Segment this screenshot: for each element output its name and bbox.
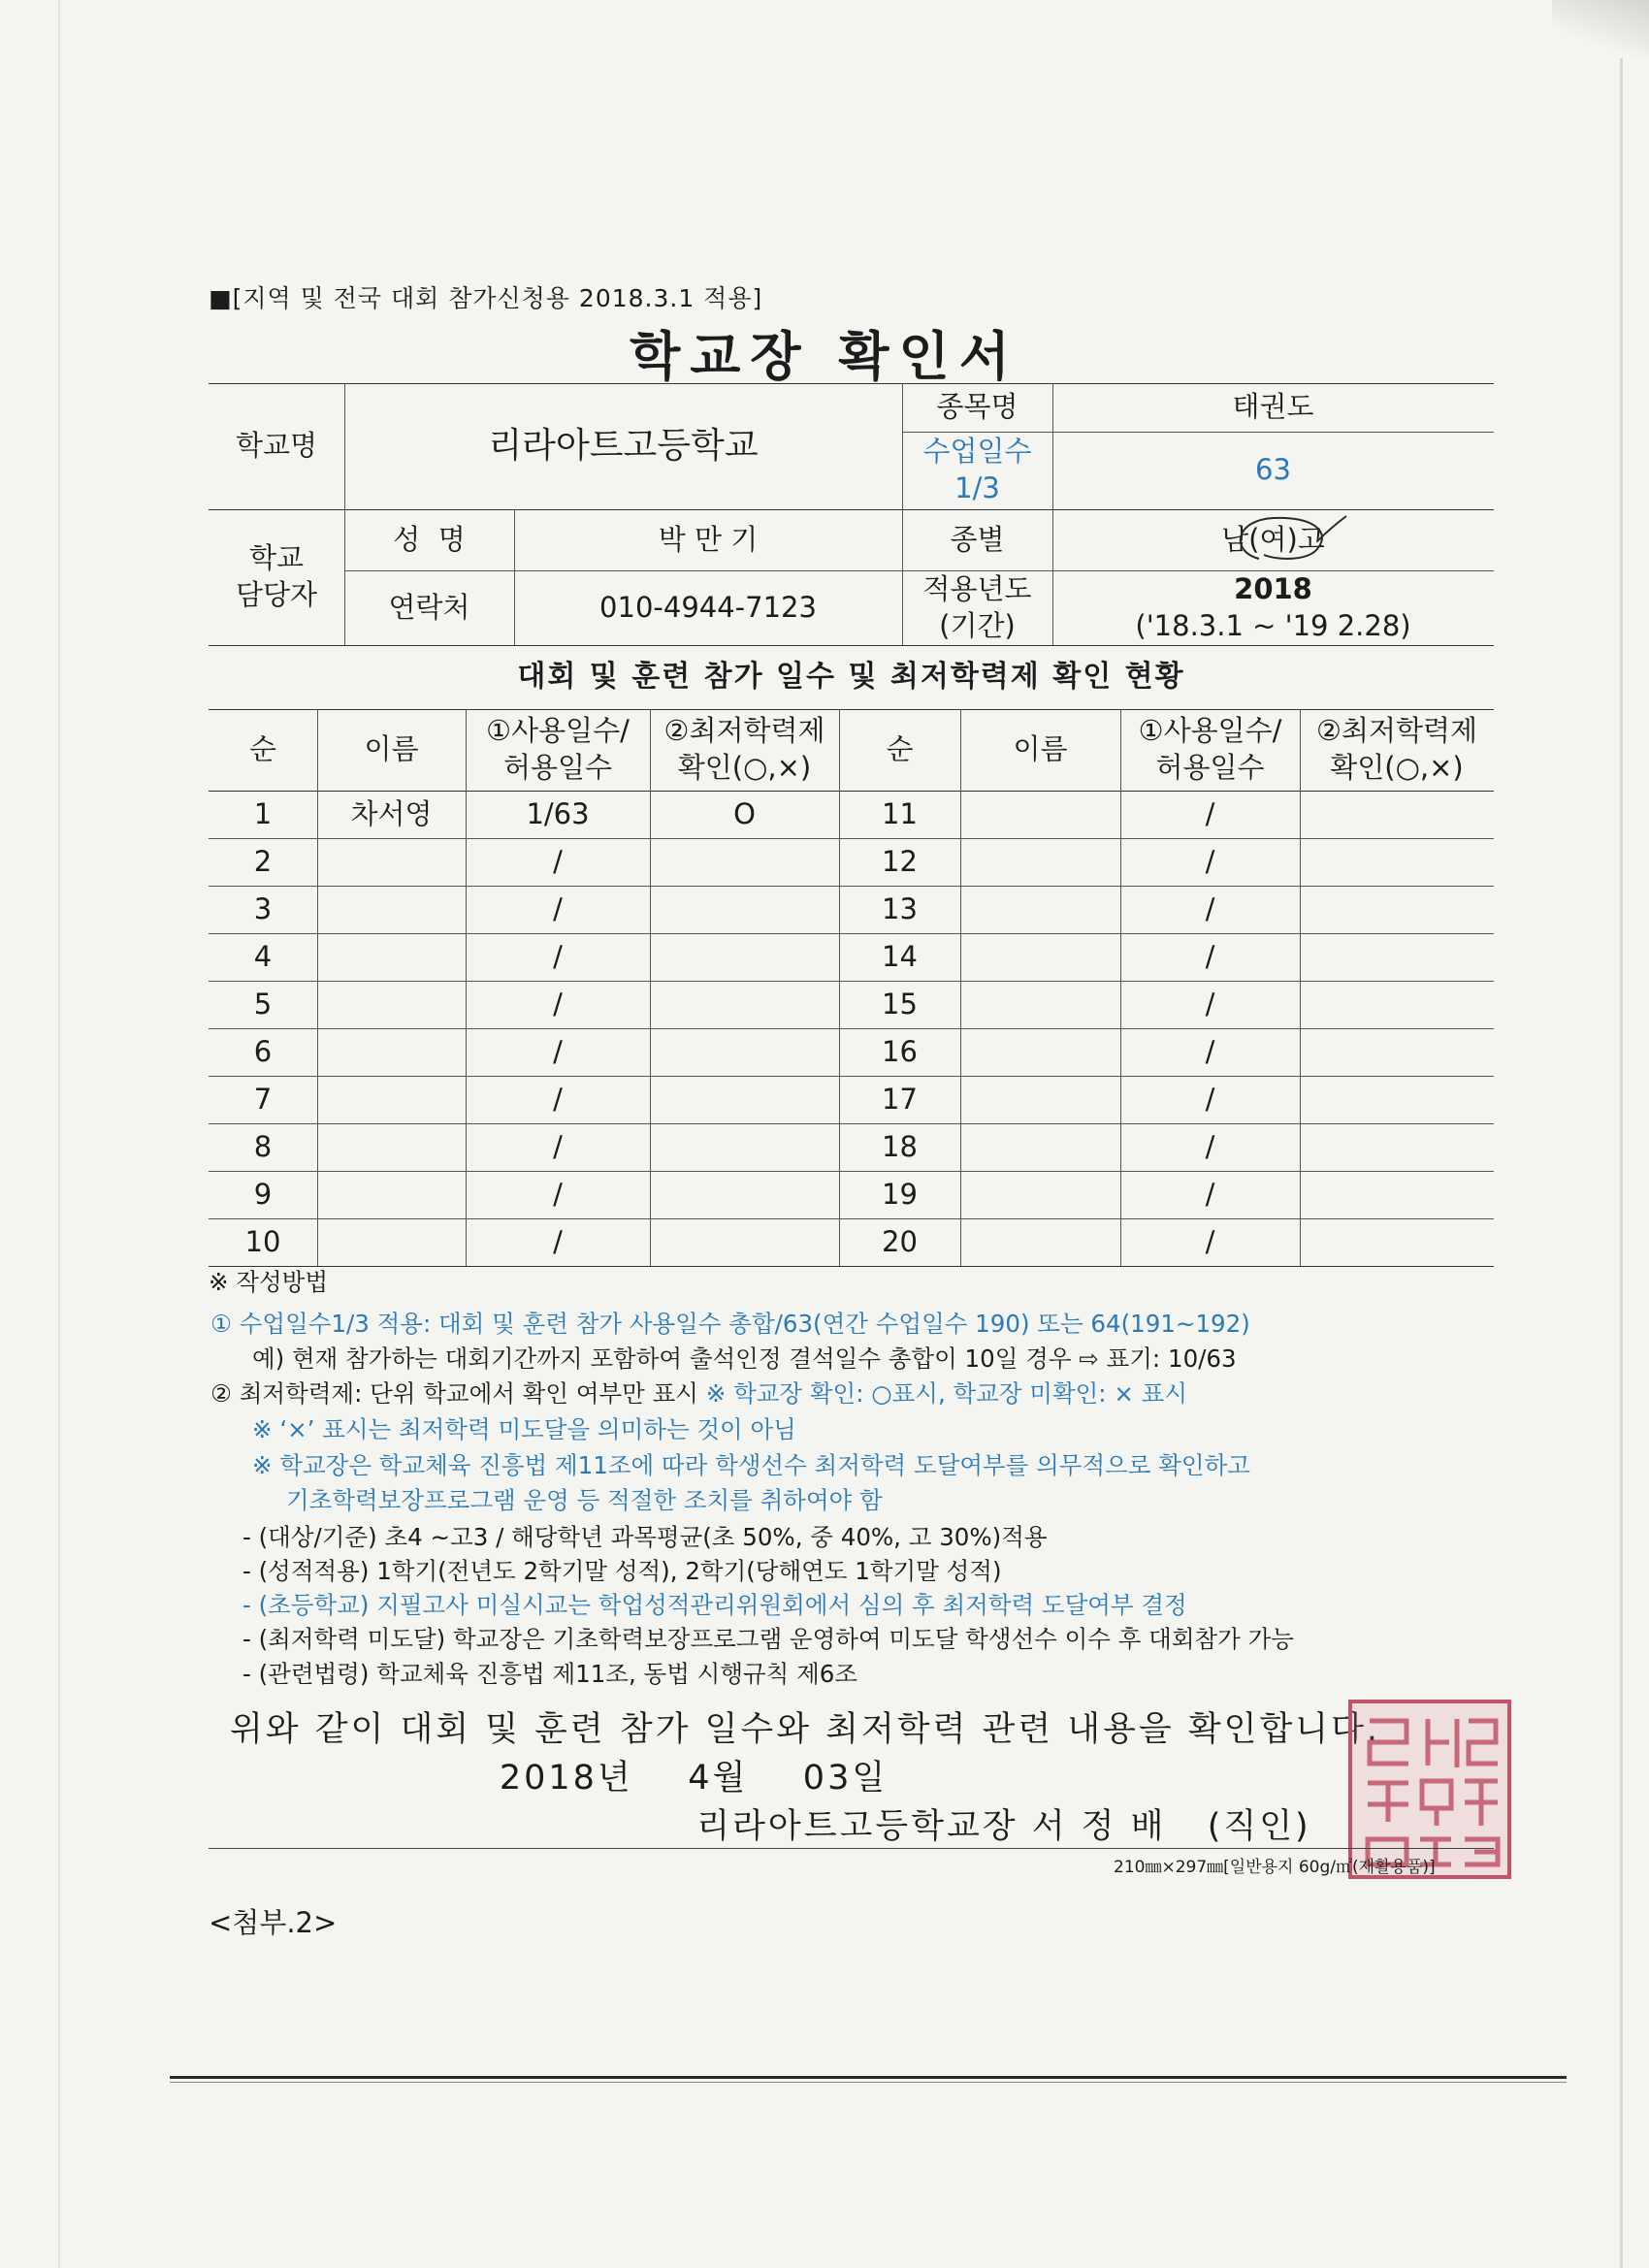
attachment-label: <첨부.2> [209, 1906, 338, 1939]
footer-rule [209, 1848, 1494, 1849]
table-cell-right-check [1300, 1076, 1494, 1123]
table-cell-right-name [960, 933, 1120, 981]
note-3: ※ ‘×’ 표시는 최저학력 미도달을 의미하는 것이 아님 [252, 1415, 796, 1443]
table-cell-left-used: 1/63 [526, 796, 590, 830]
year-label-line2: (기간) [939, 608, 1016, 642]
col-header-check-right [1300, 709, 1494, 791]
table-cell-left-name [317, 1028, 466, 1076]
col-header-used-right-line1: ①사용일수/ [1138, 714, 1282, 748]
table-cell-right-seq: 16 [882, 1034, 918, 1068]
name-value: 박 만 기 [658, 522, 759, 556]
table-cell-right-seq: 18 [882, 1129, 918, 1163]
gender-circle-mark [1220, 512, 1351, 566]
col-header-check-right-line1: ②최저학력제 [1315, 714, 1478, 748]
detail-1: - (대상/기준) 초4 ~고3 / 해당학년 과목평균(초 50%, 중 40%, 고 30%)적용 [242, 1523, 1048, 1551]
col-header-used-right [1120, 709, 1300, 791]
contact-label: 연락처 [388, 590, 470, 624]
class-days-value: 63 [1255, 453, 1291, 487]
table-cell-right-check [1300, 981, 1494, 1028]
note-1a: ① 수업일수1/3 적용: 대회 및 훈련 참가 사용일수 총합/63(연간 수업일수 190) 또는 64(191~192) [210, 1310, 1250, 1338]
table-cell-left-check [650, 1028, 839, 1076]
table-cell-right-check [1300, 1028, 1494, 1076]
col-header-check-right-line2: 확인(○,×) [1330, 751, 1464, 784]
table-cell-right-name [960, 1076, 1120, 1123]
table-cell-left-name [317, 886, 466, 933]
table-cell-right-used: / [1205, 987, 1215, 1021]
official-seal-glyphs [1352, 1703, 1507, 1875]
table-cell-left-name [317, 1171, 466, 1218]
detail-3: - (초등학교) 지필고사 미실시교는 학업성적관리위원회에서 심의 후 최저학력 도달여부 결정 [242, 1591, 1187, 1619]
note-2 [210, 1379, 1187, 1408]
table-cell-right-name [960, 1171, 1120, 1218]
year-value [1052, 570, 1494, 645]
table-cell-left-name [317, 838, 466, 886]
table-cell-right-used: / [1205, 1082, 1215, 1116]
note-2-blue: ※ 학교장 확인: ○표시, 학교장 미확인: × 표시 [705, 1379, 1187, 1408]
table-cell-left-used: / [553, 844, 563, 878]
table-cell-left-check [650, 1123, 839, 1171]
table-cell-left-used: / [553, 939, 563, 973]
table-cell-right-used: / [1205, 939, 1215, 973]
col-header-name: 이름 [364, 732, 419, 766]
notes-heading: ※ 작성방법 [209, 1268, 328, 1296]
table-cell-right-seq: 20 [882, 1224, 918, 1258]
note-1b: 예) 현재 참가하는 대회기간까지 포함하여 출석인정 결석일수 총합이 10일 경우 ⇨ 표기: 10/63 [252, 1345, 1237, 1373]
col-header-check-line1: ②최저학력제 [663, 714, 825, 748]
table-cell-left-name [317, 1218, 466, 1266]
table-cell-right-check [1300, 791, 1494, 838]
table-cell-right-name [960, 1123, 1120, 1171]
class-days-label [902, 432, 1052, 509]
col-header-used-line2: 허용일수 [502, 751, 613, 784]
table-cell-left-used: / [553, 987, 563, 1021]
page-title: 학교장 확인서 [630, 326, 1019, 387]
note-4b: 기초학력보장프로그램 운영 등 적절한 조치를 취하여야 함 [286, 1486, 883, 1514]
table-cell-right-name [960, 791, 1120, 838]
table-cell-left-check: O [733, 796, 756, 830]
table-cell-left-check [650, 981, 839, 1028]
table-cell-left-check [650, 838, 839, 886]
table-cell-right-seq: 14 [882, 939, 918, 973]
year-value-line2: ('18.3.1 ~ '19 2.28) [1135, 608, 1411, 642]
table-cell-left-seq: 3 [253, 891, 273, 925]
col-header-used-right-line2: 허용일수 [1155, 751, 1265, 784]
table-cell-right-used: / [1205, 1224, 1215, 1258]
table-cell-right-used: / [1205, 1129, 1215, 1163]
manager-label-line2: 담당자 [235, 578, 318, 611]
table-cell-right-name [960, 838, 1120, 886]
table-cell-right-used: / [1205, 844, 1215, 878]
bottom-rule-thin [170, 2082, 1567, 2083]
table-cell-right-used: / [1205, 891, 1215, 925]
table-cell-left-seq: 4 [253, 939, 273, 973]
school-name-value: 리라아트고등학교 [488, 425, 759, 466]
col-header-seq: 순 [248, 732, 276, 766]
table-cell-left-name [317, 933, 466, 981]
bottom-rule [170, 2076, 1567, 2079]
note-2-black: ② 최저학력제: 단위 학교에서 확인 여부만 표시 [210, 1379, 698, 1408]
table-cell-left-check [650, 1171, 839, 1218]
table-cell-left-used: / [553, 891, 563, 925]
table-cell-right-seq: 12 [882, 844, 918, 878]
table-cell-left-name [317, 1076, 466, 1123]
col-header-seq-right: 순 [886, 732, 914, 766]
year-label-line1: 적용년도 [922, 571, 1032, 605]
table-cell-left-name: 차서영 [350, 796, 433, 830]
class-days-label-line2: 1/3 [954, 471, 1000, 504]
table-cell-right-check [1300, 1218, 1494, 1266]
col-header-used-line1: ①사용일수/ [486, 714, 630, 748]
section-title: 대회 및 훈련 참가 일수 및 최저학력제 확인 현황 [517, 660, 1185, 694]
table-cell-right-name [960, 981, 1120, 1028]
table-cell-left-used: / [553, 1034, 563, 1068]
contact-value: 010-4944-7123 [599, 590, 817, 624]
col-header-check [650, 709, 839, 791]
table-cell-right-seq: 15 [882, 987, 918, 1021]
table-cell-right-check [1300, 1171, 1494, 1218]
table-cell-left-seq: 5 [253, 987, 273, 1021]
page-fold-corner [1552, 0, 1649, 58]
table-cell-left-check [650, 1076, 839, 1123]
paper-spec: 210㎜×297㎜[일반용지 60g/㎡(재활용품)] [1114, 1858, 1436, 1877]
table-cell-left-used: / [553, 1129, 563, 1163]
detail-2: - (성적적용) 1학기(전년도 2학기말 성적), 2학기(당해연도 1학기말 성적) [242, 1557, 1002, 1585]
col-header-used [466, 709, 650, 791]
table-cell-right-seq: 17 [882, 1082, 918, 1116]
event-label: 종목명 [936, 390, 1018, 424]
year-value-line1: 2018 [1234, 571, 1312, 605]
table-cell-right-check [1300, 886, 1494, 933]
principal-signature: 리라아트고등학교장 서 정 배 (직인) [696, 1807, 1311, 1846]
table-cell-left-used: / [553, 1082, 563, 1116]
table-cell-right-seq: 13 [882, 891, 918, 925]
table-cell-right-used: / [1205, 796, 1215, 830]
table-cell-left-seq: 8 [253, 1129, 273, 1163]
table-cell-right-name [960, 1028, 1120, 1076]
event-value: 태권도 [1232, 390, 1314, 424]
table-cell-left-seq: 9 [253, 1177, 273, 1211]
table-cell-left-check [650, 1218, 839, 1266]
manager-label-line1: 학교 [248, 541, 305, 575]
table-cell-right-name [960, 886, 1120, 933]
gender-label: 종별 [950, 522, 1005, 556]
detail-5: - (관련법령) 학교체육 진흥법 제11조, 동법 시행규칙 제6조 [242, 1660, 858, 1688]
school-name-label: 학교명 [235, 429, 318, 463]
gender-value: 남(여)고 [1221, 522, 1325, 556]
col-header-check-line2: 확인(○,×) [677, 751, 812, 784]
class-days-label-line1: 수업일수 [922, 435, 1032, 469]
table-cell-left-seq: 10 [244, 1224, 281, 1258]
table-cell-left-used: / [553, 1224, 563, 1258]
confirmation-statement: 위와 같이 대회 및 훈련 참가 일수와 최저학력 관련 내용을 확인합니다. [229, 1710, 1381, 1749]
table-cell-left-seq: 7 [253, 1082, 273, 1116]
table-cell-right-seq: 11 [882, 796, 918, 830]
table-cell-right-used: / [1205, 1034, 1215, 1068]
note-4a: ※ 학교장은 학교체육 진흥법 제11조에 따라 학생선수 최저학력 도달여부를 의무적으로 확인하고 [252, 1451, 1250, 1479]
table-cell-right-name [960, 1218, 1120, 1266]
table-cell-right-check [1300, 1123, 1494, 1171]
table-cell-left-seq: 1 [253, 796, 273, 830]
table-cell-left-seq: 6 [253, 1034, 273, 1068]
table-cell-left-check [650, 933, 839, 981]
table-cell-right-seq: 19 [882, 1177, 918, 1211]
table-cell-right-check [1300, 933, 1494, 981]
name-label: 성 명 [393, 522, 466, 556]
table-cell-left-seq: 2 [253, 844, 273, 878]
header-note: ■[지역 및 전국 대회 참가신청용 2018.3.1 적용] [209, 284, 763, 312]
year-label [902, 570, 1052, 645]
col-header-name-right: 이름 [1013, 732, 1068, 766]
issue-date: 2018년 4월 03일 [499, 1759, 889, 1798]
table-cell-left-name [317, 1123, 466, 1171]
table-cell-left-name [317, 981, 466, 1028]
table-cell-left-check [650, 886, 839, 933]
table-cell-left-used: / [553, 1177, 563, 1211]
manager-label [209, 509, 344, 645]
table-cell-right-check [1300, 838, 1494, 886]
table-cell-right-used: / [1205, 1177, 1215, 1211]
detail-4: - (최저학력 미도달) 학교장은 기초학력보장프로그램 운영하여 미도달 학생선수 이수 후 대회참가 가능 [242, 1625, 1294, 1653]
